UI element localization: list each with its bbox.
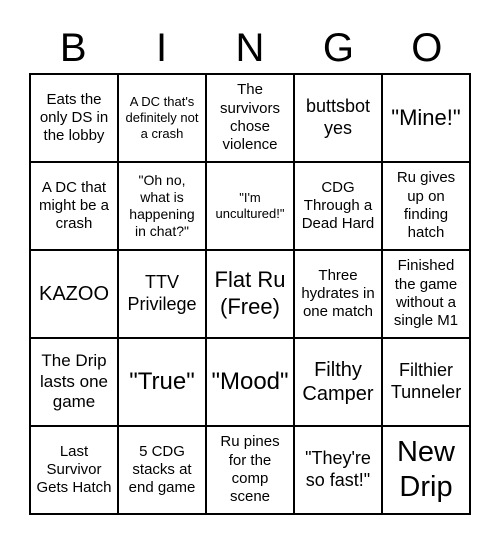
- header-letter-o: O: [411, 25, 443, 70]
- bingo-cell-r3-c3[interactable]: Flat Ru (Free): [206, 250, 294, 338]
- bingo-cell-r1-c1[interactable]: Eats the only DS in the lobby: [30, 74, 118, 162]
- bingo-cell-r2-c3[interactable]: "I'm uncultured!": [206, 162, 294, 250]
- bingo-cell-r3-c1[interactable]: KAZOO: [30, 250, 118, 338]
- bingo-cell-r4-c3[interactable]: "Mood": [206, 338, 294, 426]
- bingo-cell-r3-c4[interactable]: Three hydrates in one match: [294, 250, 382, 338]
- bingo-cell-r2-c1[interactable]: A DC that might be a crash: [30, 162, 118, 250]
- bingo-cell-r5-c1[interactable]: Last Survivor Gets Hatch: [30, 426, 118, 514]
- bingo-cell-r5-c4[interactable]: "They're so fast!": [294, 426, 382, 514]
- bingo-cell-r1-c2[interactable]: A DC that's definitely not a crash: [118, 74, 206, 162]
- header-letter-i: I: [156, 25, 168, 70]
- bingo-cell-r4-c1[interactable]: The Drip lasts one game: [30, 338, 118, 426]
- bingo-cell-r1-c3[interactable]: The survivors chose violence: [206, 74, 294, 162]
- bingo-cell-r5-c5[interactable]: New Drip: [382, 426, 470, 514]
- bingo-cell-r3-c2[interactable]: TTV Privilege: [118, 250, 206, 338]
- bingo-cell-r2-c5[interactable]: Ru gives up on finding hatch: [382, 162, 470, 250]
- bingo-cell-r5-c3[interactable]: Ru pines for the comp scene: [206, 426, 294, 514]
- bingo-cell-r1-c5[interactable]: "Mine!": [382, 74, 470, 162]
- bingo-cell-r1-c4[interactable]: buttsbot yes: [294, 74, 382, 162]
- header-letter-g: G: [322, 25, 354, 70]
- bingo-header: [29, 22, 471, 74]
- bingo-cell-r3-c5[interactable]: Finished the game without a single M1: [382, 250, 470, 338]
- bingo-cell-r4-c5[interactable]: Filthier Tunneler: [382, 338, 470, 426]
- bingo-cell-r2-c4[interactable]: CDG Through a Dead Hard: [294, 162, 382, 250]
- bingo-card: [29, 73, 471, 515]
- bingo-cell-r5-c2[interactable]: 5 CDG stacks at end game: [118, 426, 206, 514]
- bingo-cell-r2-c2[interactable]: "Oh no, what is happening in chat?": [118, 162, 206, 250]
- header-letter-n: N: [235, 25, 265, 70]
- bingo-cell-r4-c2[interactable]: "True": [118, 338, 206, 426]
- bingo-cell-r4-c4[interactable]: Filthy Camper: [294, 338, 382, 426]
- header-letter-b: B: [59, 25, 87, 70]
